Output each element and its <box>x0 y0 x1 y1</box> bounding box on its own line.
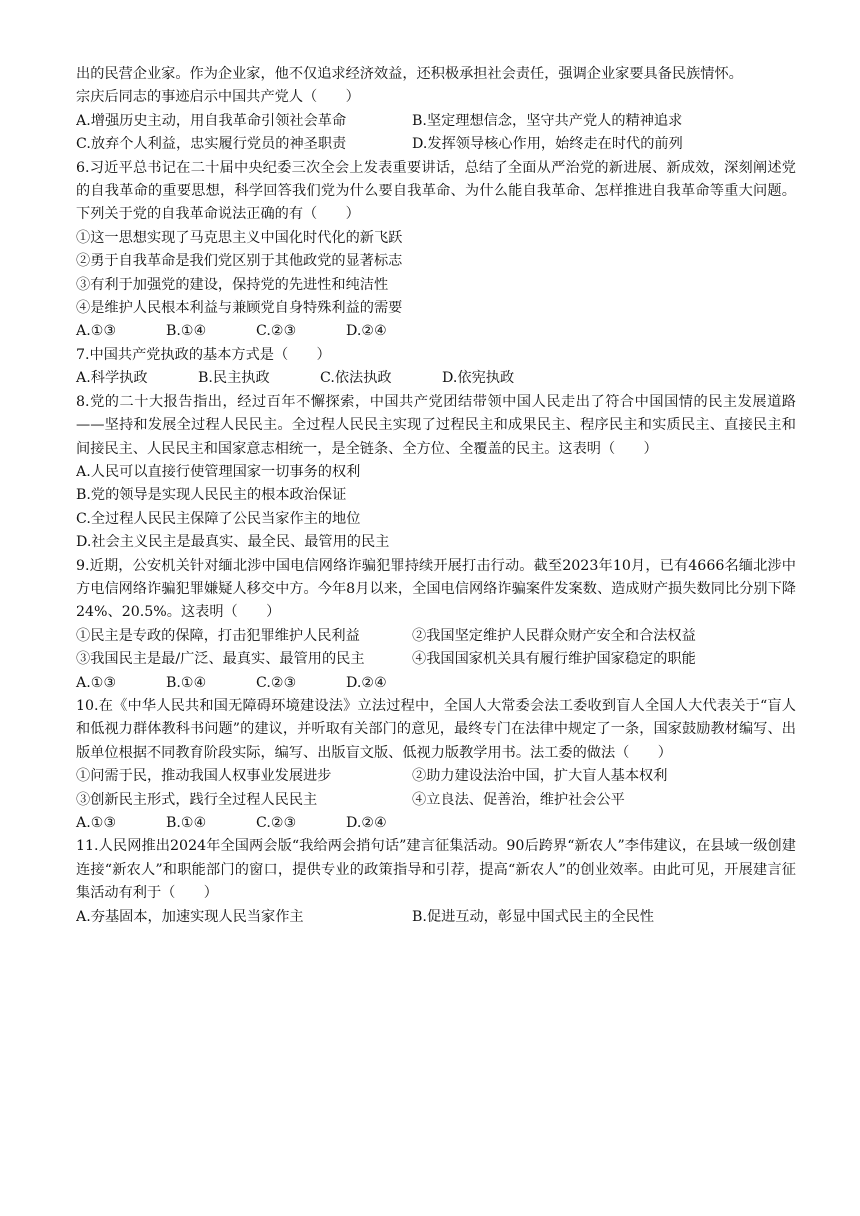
option-a[interactable]: A.①③ <box>76 815 117 831</box>
statement-1: ①民主是专政的保障，打击犯罪维护人民利益 <box>76 627 360 644</box>
question-8 <box>76 391 796 555</box>
option-b[interactable]: B.①④ <box>166 323 207 340</box>
question-9-stem: 9.近期，公安机关针对缅北涉中国电信网络诈骗犯罪持续开展打击行动。截至2023年10月，已有4666名缅北涉中方电信网络诈骗犯罪嫌疑人移交中方。今年8月以来，全国电信网络诈骗案件发案数、造成财产损失数同比分别下降24%、20.5%。这表明（ ） <box>76 557 796 621</box>
question-7-options <box>76 367 796 390</box>
option-c[interactable]: C.全过程人民民主保障了公民当家作主的地位 <box>76 510 361 527</box>
option-d[interactable]: D.依宪执政 <box>442 370 515 387</box>
option-b[interactable]: B.①④ <box>166 674 207 691</box>
option-d[interactable]: D.②④ <box>346 323 387 340</box>
option-c[interactable]: C.②③ <box>256 815 297 831</box>
option-a[interactable]: A.①③ <box>76 323 117 340</box>
question-11-options-row-1 <box>76 906 796 929</box>
question-9 <box>76 555 796 695</box>
option-a[interactable]: A.科学执政 <box>76 370 148 387</box>
question-7-stem: 7.中国共产党执政的基本方式是（ ） <box>76 346 331 363</box>
option-c[interactable]: C.放弃个人利益，忠实履行党员的神圣职责 <box>76 136 347 153</box>
question-5 <box>76 63 796 157</box>
statement-3: ③有利于加强党的建设，保持党的先进性和纯洁性 <box>76 276 389 293</box>
statement-3: ③我国民主是最/广泛、最真实、最管用的民主 <box>76 651 365 668</box>
option-a[interactable]: A.增强历史主动，用自我革命引领社会革命 <box>76 112 347 129</box>
question-7 <box>76 344 796 391</box>
statement-2: ②勇于自我革命是我们党区别于其他政党的显著标志 <box>76 253 403 270</box>
option-c[interactable]: C.依法执政 <box>320 370 392 387</box>
option-d[interactable]: D.发挥领导核心作用，始终走在时代的前列 <box>412 136 683 153</box>
question-10-statements-row-2 <box>76 789 796 812</box>
option-a[interactable]: A.人民可以直接行使管理国家一切事务的权利 <box>76 463 361 480</box>
statement-4: ④立良法、促善治，维护社会公平 <box>412 791 625 808</box>
option-c[interactable]: C.②③ <box>256 323 297 340</box>
question-5-options-row-1 <box>76 110 796 133</box>
question-11-stem: 11.人民网推出2024年全国两会版“我给两会捎句话”建言征集活动。90后跨界“新农人”李伟建议，在县域一级创建连接“新农人”和职能部门的窗口，提供专业的政策指导和引荐，提高“新农人”的创业效率。由此可见，开展建言征集活动有利于（ ） <box>76 838 796 902</box>
statement-1: ①问需于民，推动我国人权事业发展进步 <box>76 768 332 785</box>
option-b[interactable]: B.党的领导是实现人民民主的根本政治保证 <box>76 487 347 504</box>
question-8-stem: 8.党的二十大报告指出，经过百年不懈探索，中国共产党团结带领中国人民走出了符合中国国情的民主发展道路——坚持和发展全过程人民民主。全过程人民民主实现了过程民主和成果民主、程序民主和实质民主、直接民主和间接民主、人民民主和国家意志相统一，是全链条、全方位、全覆盖的民主。这表明（ ） <box>76 393 796 457</box>
exam-content <box>76 63 796 929</box>
question-6-options <box>76 320 796 343</box>
question-10-options <box>76 812 796 835</box>
option-b[interactable]: B.坚定理想信念，坚守共产党人的精神追求 <box>412 112 683 129</box>
statement-4: ④是维护人民根本利益与兼顾党自身特殊利益的需要 <box>76 300 403 317</box>
question-5-stem-line-2: 宗庆后同志的事迹启示中国共产党人（ ） <box>76 89 360 106</box>
option-d[interactable]: D.②④ <box>346 674 387 691</box>
question-9-statements-row-1 <box>76 625 796 648</box>
option-d[interactable]: D.②④ <box>346 815 387 831</box>
question-10 <box>76 695 796 835</box>
option-b[interactable]: B.促进互动，彰显中国式民主的全民性 <box>412 908 654 925</box>
question-9-statements-row-2 <box>76 648 796 671</box>
question-6 <box>76 157 796 344</box>
question-10-statements-row-1 <box>76 765 796 788</box>
option-b[interactable]: B.民主执政 <box>198 370 270 387</box>
question-6-stem: 6.习近平总书记在二十届中央纪委三次全会上发表重要讲话，总结了全面从严治党的新进展、新成效，深刻阐述党的自我革命的重要思想，科学回答我们党为什么要自我革命、为什么能自我革命、怎样推进自我革命等重大问题。下列关于党的自我革命说法正确的有（ ） <box>76 159 796 223</box>
question-5-options-row-2 <box>76 133 796 156</box>
statement-3: ③创新民主形式，践行全过程人民民主 <box>76 791 318 808</box>
statement-2: ②我国坚定维护人民群众财产安全和合法权益 <box>412 627 696 644</box>
question-10-stem: 10.在《中华人民共和国无障碍环境建设法》立法过程中，全国人大常委会法工委收到盲人全国人大代表关于“盲人和低视力群体教科书问题”的建议，并听取有关部门的意见，最终专门在法律中规定了一条，国家鼓励教材编写、出版单位根据不同教育阶段实际，编写、出版盲文版、低视力版教学用书。法工委的做法（ ） <box>76 697 796 761</box>
statement-4: ④我国国家机关具有履行维护国家稳定的职能 <box>412 651 696 668</box>
option-c[interactable]: C.②③ <box>256 674 297 691</box>
question-5-stem-line-1: 出的民营企业家。作为企业家，他不仅追求经济效益，还积极承担社会责任，强调企业家要具备民族情怀。 <box>76 66 743 82</box>
question-11 <box>76 835 796 929</box>
option-a[interactable]: A.①③ <box>76 674 117 691</box>
statement-1: ①这一思想实现了马克思主义中国化时代化的新飞跃 <box>76 229 403 246</box>
statement-2: ②助力建设法治中国，扩大盲人基本权利 <box>412 768 668 785</box>
option-d[interactable]: D.社会主义民主是最真实、最全民、最管用的民主 <box>76 534 390 551</box>
option-a[interactable]: A.夯基固本，加速实现人民当家作主 <box>76 908 304 925</box>
question-9-options <box>76 672 796 695</box>
option-b[interactable]: B.①④ <box>166 815 207 831</box>
